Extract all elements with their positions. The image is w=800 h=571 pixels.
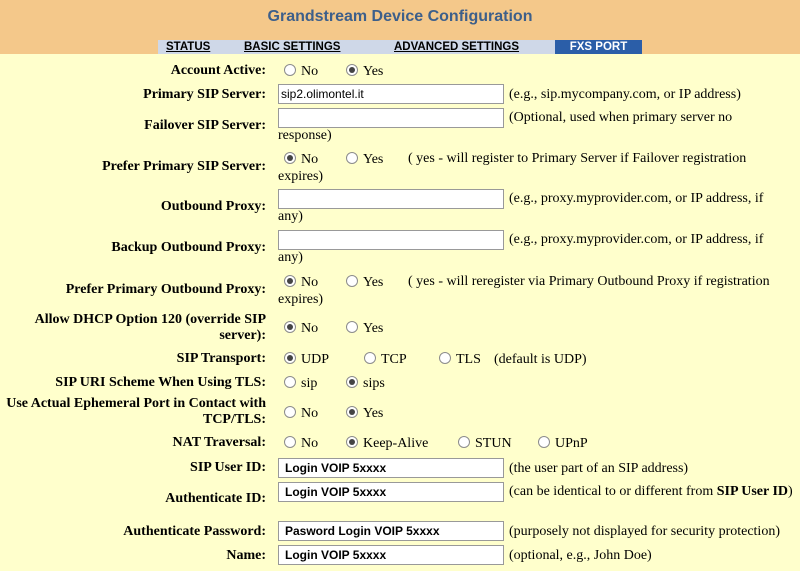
- backup-outbound-proxy-row: [0, 230, 800, 268]
- nat-traversal-upnp[interactable]: UPnP: [538, 435, 588, 452]
- primary-sip-server-label: Primary SIP Server:: [143, 87, 266, 102]
- header: [0, 0, 800, 40]
- tab-advanced-settings[interactable]: ADVANCED SETTINGS: [394, 41, 520, 53]
- sip-uri-scheme-sips[interactable]: sips: [346, 375, 385, 392]
- authenticate-password-input[interactable]: Pasword Login VOIP 5xxxx: [278, 521, 504, 541]
- account-active-yes[interactable]: Yes: [346, 63, 383, 80]
- radio-icon[interactable]: [284, 321, 296, 333]
- failover-sip-server-label: Failover SIP Server:: [144, 118, 266, 133]
- radio-icon[interactable]: [346, 376, 358, 388]
- name-hint: (optional, e.g., John Doe): [509, 548, 652, 563]
- authenticate-password-label: Authenticate Password:: [123, 524, 266, 539]
- radio-icon[interactable]: [284, 436, 296, 448]
- ephemeral-port-row: [0, 396, 800, 432]
- failover-sip-server-hint: (Optional, used when primary server no response): [278, 110, 733, 143]
- authenticate-id-label: Authenticate ID:: [165, 491, 266, 506]
- radio-icon[interactable]: [284, 376, 296, 388]
- radio-icon[interactable]: [284, 152, 296, 164]
- tab-bar: [0, 40, 800, 54]
- account-active-label: Account Active:: [170, 63, 266, 78]
- prefer-primary-sip-yes[interactable]: Yes: [346, 151, 383, 168]
- page-title: Grandstream Device Configuration: [267, 8, 533, 25]
- backup-outbound-proxy-hint: (e.g., proxy.myprovider.com, or IP address, if any): [278, 232, 764, 265]
- radio-icon[interactable]: [284, 352, 296, 364]
- account-active-row: [0, 62, 800, 82]
- radio-icon[interactable]: [346, 321, 358, 333]
- radio-icon[interactable]: [346, 436, 358, 448]
- sip-user-id-label: SIP User ID:: [190, 460, 266, 475]
- authenticate-id-input[interactable]: Login VOIP 5xxxx: [278, 482, 504, 502]
- prefer-primary-outbound-hint: ( yes - will reregister via Primary Outbound Proxy if registration expires): [278, 274, 770, 307]
- tab-status[interactable]: STATUS: [166, 41, 211, 53]
- backup-outbound-proxy-label: Backup Outbound Proxy:: [111, 240, 266, 255]
- prefer-primary-outbound-row: [0, 272, 800, 310]
- dhcp-option-120-no[interactable]: No: [284, 320, 318, 337]
- sip-transport-hint: (default is UDP): [494, 352, 587, 367]
- prefer-primary-outbound-label: Prefer Primary Outbound Proxy:: [65, 282, 266, 297]
- authenticate-id-row: [0, 482, 800, 518]
- sip-uri-scheme-label: SIP URI Scheme When Using TLS:: [55, 375, 266, 390]
- radio-icon[interactable]: [439, 352, 451, 364]
- radio-icon[interactable]: [346, 64, 358, 76]
- sip-transport-tcp[interactable]: TCP: [364, 351, 407, 368]
- authenticate-id-hint-suffix: ): [788, 484, 793, 499]
- radio-icon[interactable]: [346, 152, 358, 164]
- prefer-primary-sip-row: [0, 150, 800, 188]
- sip-user-id-row: [0, 458, 800, 480]
- radio-icon[interactable]: [364, 352, 376, 364]
- sip-uri-scheme-sip[interactable]: sip: [284, 375, 317, 392]
- ephemeral-port-no[interactable]: No: [284, 405, 318, 422]
- sip-user-id-input[interactable]: Login VOIP 5xxxx: [278, 458, 504, 478]
- prefer-primary-outbound-no[interactable]: No: [284, 274, 318, 291]
- name-label: Name:: [226, 548, 266, 563]
- prefer-primary-sip-no[interactable]: No: [284, 151, 318, 168]
- name-row: [0, 545, 800, 567]
- nat-traversal-keep-alive[interactable]: Keep-Alive: [346, 435, 428, 452]
- prefer-primary-outbound-yes[interactable]: Yes: [346, 274, 383, 291]
- prefer-primary-sip-hint: ( yes - will register to Primary Server if Failover registration expires): [278, 151, 747, 184]
- outbound-proxy-hint: (e.g., proxy.myprovider.com, or IP address, if any): [278, 191, 764, 224]
- sip-transport-row: [0, 350, 800, 370]
- primary-sip-server-hint: (e.g., sip.mycompany.com, or IP address): [509, 87, 741, 102]
- sip-transport-tls[interactable]: TLS: [439, 351, 481, 368]
- radio-icon[interactable]: [284, 406, 296, 418]
- radio-icon[interactable]: [346, 275, 358, 287]
- failover-sip-server-row: [0, 108, 800, 146]
- authenticate-id-hint-prefix: (can be identical to or different from: [509, 484, 717, 499]
- sip-transport-udp[interactable]: UDP: [284, 351, 329, 368]
- authenticate-password-row: [0, 521, 800, 543]
- account-active-no[interactable]: No: [284, 63, 318, 80]
- nat-traversal-stun[interactable]: STUN: [458, 435, 512, 452]
- authenticate-password-hint: (purposely not displayed for security protection): [509, 524, 780, 539]
- sip-uri-scheme-row: [0, 374, 800, 394]
- nat-traversal-no[interactable]: No: [284, 435, 318, 452]
- radio-icon[interactable]: [538, 436, 550, 448]
- sip-user-id-hint: (the user part of an SIP address): [509, 461, 689, 476]
- tab-fxs-port[interactable]: FXS PORT: [555, 40, 642, 54]
- radio-icon[interactable]: [284, 275, 296, 287]
- authenticate-id-hint-bold: SIP User ID: [716, 484, 789, 499]
- nat-traversal-label: NAT Traversal:: [172, 435, 266, 450]
- primary-sip-server-row: [0, 84, 800, 106]
- sip-transport-label: SIP Transport:: [176, 351, 266, 366]
- dhcp-option-120-label: Allow DHCP Option 120 (override SIP server):: [34, 312, 266, 343]
- nat-traversal-row: [0, 434, 800, 454]
- primary-sip-server-input[interactable]: sip2.olimontel.it: [278, 84, 504, 104]
- radio-icon[interactable]: [284, 64, 296, 76]
- ephemeral-port-label: Use Actual Ephemeral Port in Contact with TCP/TLS:: [6, 396, 266, 427]
- dhcp-option-120-yes[interactable]: Yes: [346, 320, 383, 337]
- tab-basic-settings[interactable]: BASIC SETTINGS: [244, 41, 341, 53]
- ephemeral-port-yes[interactable]: Yes: [346, 405, 383, 422]
- radio-icon[interactable]: [458, 436, 470, 448]
- outbound-proxy-row: [0, 189, 800, 227]
- radio-icon[interactable]: [346, 406, 358, 418]
- tab-strip: [158, 40, 642, 54]
- dhcp-option-120-row: [0, 312, 800, 348]
- prefer-primary-sip-label: Prefer Primary SIP Server:: [102, 159, 266, 174]
- name-input[interactable]: Login VOIP 5xxxx: [278, 545, 504, 565]
- outbound-proxy-label: Outbound Proxy:: [160, 199, 266, 214]
